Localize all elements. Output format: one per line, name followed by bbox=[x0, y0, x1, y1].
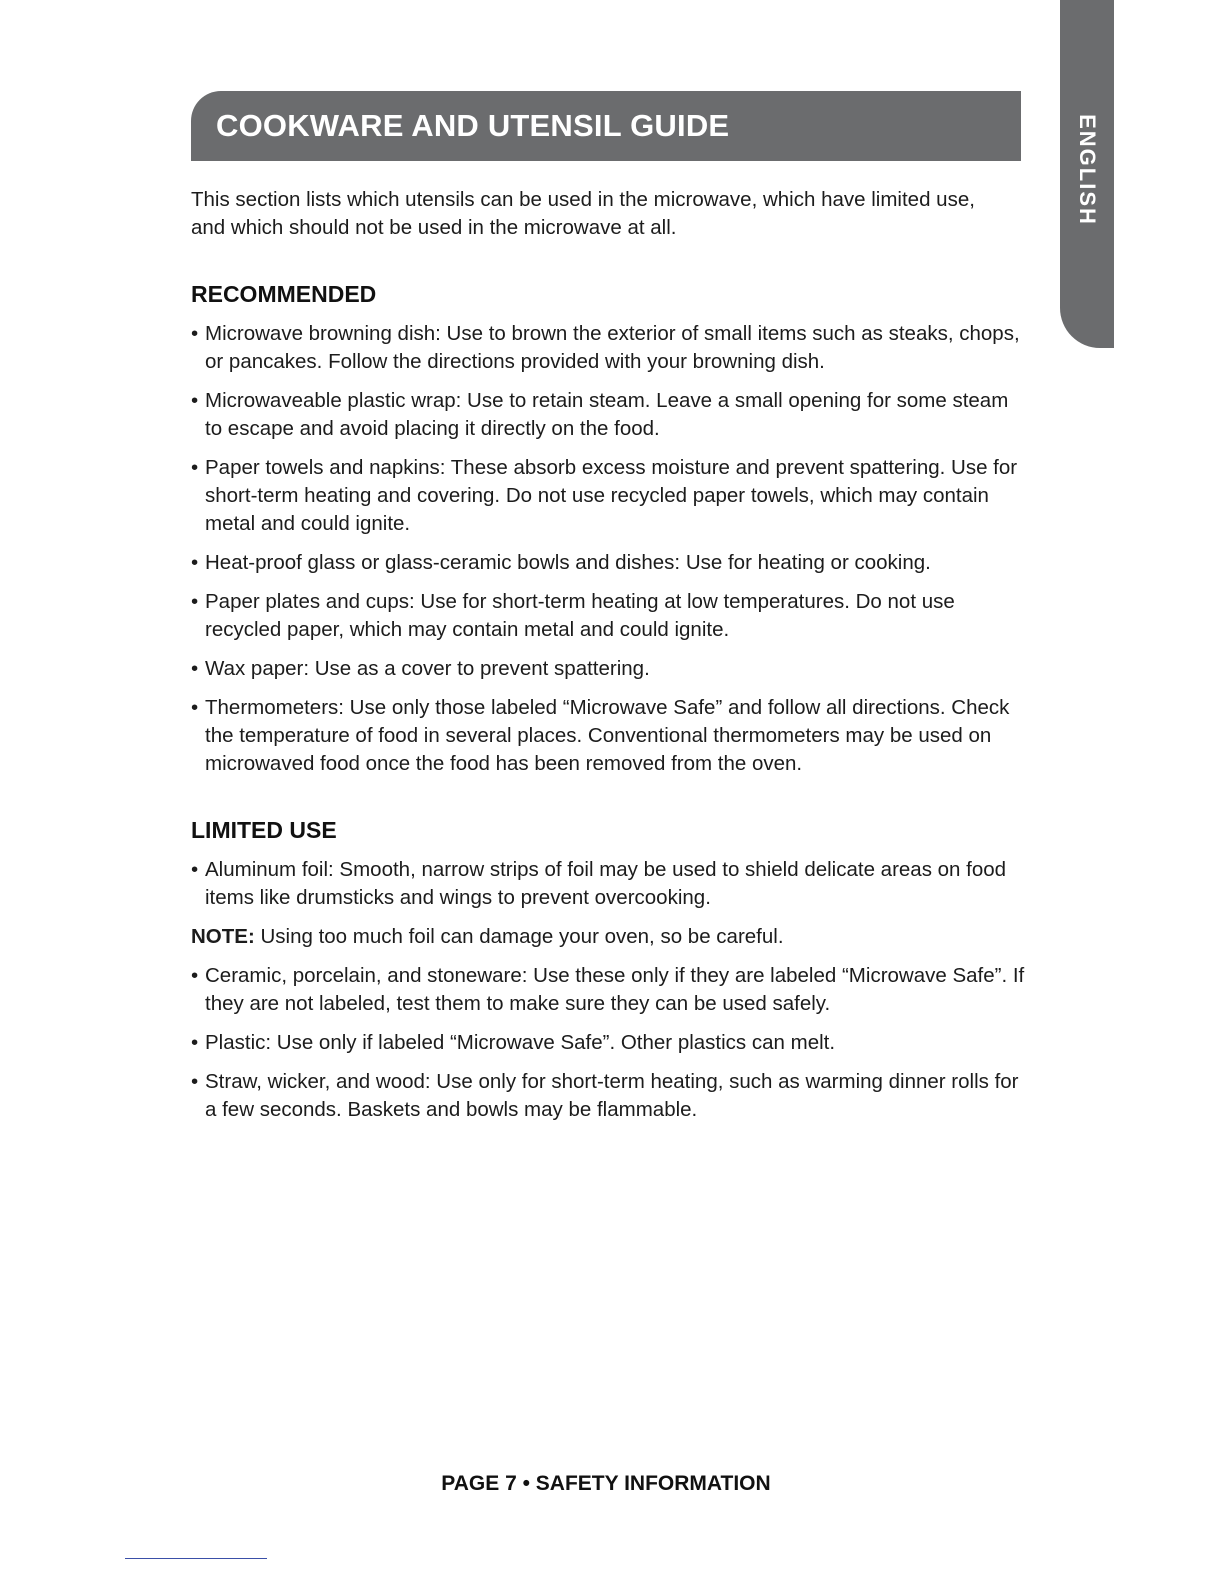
bullet: • bbox=[191, 456, 199, 479]
list-item bbox=[191, 962, 1026, 1018]
list-item-text: Heat-proof glass or glass-ceramic bowls and dishes: Use for heating or cooking. bbox=[205, 551, 931, 574]
recommended-heading: RECOMMENDED bbox=[191, 281, 377, 307]
bullet: • bbox=[191, 964, 199, 987]
language-tab-label: ENGLISH bbox=[1075, 114, 1100, 226]
bullet: • bbox=[191, 551, 199, 574]
page-title: COOKWARE AND UTENSIL GUIDE bbox=[216, 108, 730, 143]
note-paragraph bbox=[191, 923, 1026, 951]
limited-use-heading: LIMITED USE bbox=[191, 817, 337, 843]
list-item-text: Plastic: Use only if labeled “Microwave Safe”. Other plastics can melt. bbox=[205, 1031, 836, 1054]
note-text: Using too much foil can damage your oven, so be careful. bbox=[254, 925, 784, 948]
bullet: • bbox=[191, 1070, 199, 1093]
page-footer: PAGE 7 • SAFETY INFORMATION bbox=[441, 1472, 771, 1495]
list-item bbox=[191, 454, 1026, 538]
list-item-text: Microwaveable plastic wrap: Use to retain steam. Leave a small opening for some steam to escape and avoid placing it directly on the food. bbox=[205, 389, 1009, 440]
title-banner bbox=[191, 91, 1021, 161]
bullet: • bbox=[191, 389, 199, 412]
list-item bbox=[191, 1029, 1026, 1057]
bullet: • bbox=[191, 657, 199, 680]
intro-paragraph: This section lists which utensils can be used in the microwave, which have limited use, and which should not be used in the microwave at all. bbox=[191, 188, 975, 239]
list-item bbox=[191, 694, 1026, 778]
list-item-text: Wax paper: Use as a cover to prevent spattering. bbox=[205, 657, 650, 680]
list-item bbox=[191, 320, 1026, 376]
list-item-text: Microwave browning dish: Use to brown the exterior of small items such as steaks, chops, or pancakes. Follow the directions provided with your browning dish. bbox=[205, 322, 1020, 373]
list-item bbox=[191, 856, 1026, 912]
list-item-text: Paper plates and cups: Use for short-term heating at low temperatures. Do not use recycled paper, which may contain metal and could ignite. bbox=[205, 590, 955, 641]
language-tab bbox=[1060, 0, 1114, 348]
list-item bbox=[191, 387, 1026, 443]
bullet: • bbox=[191, 322, 199, 345]
bullet: • bbox=[191, 590, 199, 613]
list-item bbox=[191, 655, 1026, 683]
footer-divider bbox=[125, 1558, 267, 1559]
list-item-text: Ceramic, porcelain, and stoneware: Use these only if they are labeled “Microwave Safe”. If they are not labeled, test them to make sure they can be used safely. bbox=[205, 964, 1025, 1015]
bullet: • bbox=[191, 1031, 199, 1054]
bullet: • bbox=[191, 696, 199, 719]
list-item bbox=[191, 588, 1026, 644]
list-item-text: Thermometers: Use only those labeled “Microwave Safe” and follow all directions. Check the temperature of food in several places. Conventional thermometers may be used on microwaved food once the food has been removed from the oven. bbox=[205, 696, 1010, 775]
list-item bbox=[191, 549, 1026, 577]
list-item-text: Aluminum foil: Smooth, narrow strips of foil may be used to shield delicate areas on food items like drumsticks and wings to prevent overcooking. bbox=[205, 858, 1007, 909]
main-content bbox=[191, 186, 1026, 1135]
list-item bbox=[191, 1068, 1026, 1124]
list-item-text: Paper towels and napkins: These absorb excess moisture and prevent spattering. Use for short-term heating and covering. Do not use recycled paper towels, which may contain metal and could ignite. bbox=[205, 456, 1018, 535]
list-item-text: Straw, wicker, and wood: Use only for short-term heating, such as warming dinner rolls for a few seconds. Baskets and bowls may be flammable. bbox=[205, 1070, 1019, 1121]
note-label: NOTE: bbox=[191, 925, 255, 948]
bullet: • bbox=[191, 858, 199, 881]
